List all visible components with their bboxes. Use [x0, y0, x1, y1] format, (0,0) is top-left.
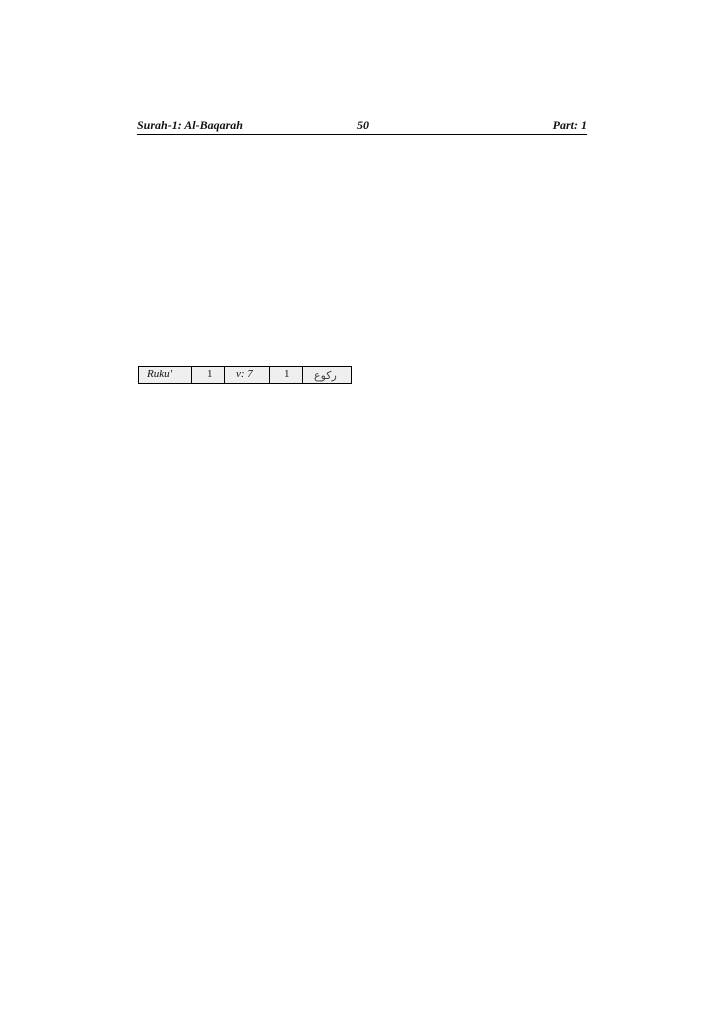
- ruku-label: Ruku': [147, 368, 172, 380]
- ruku-box: [138, 366, 352, 384]
- page-header: [137, 118, 587, 135]
- surah-title: Surah-1: Al-Baqarah: [137, 118, 243, 132]
- part-label: Part: 1: [552, 118, 587, 132]
- ruku-verse: v: 7: [236, 368, 253, 380]
- ruku-number: 1: [207, 368, 213, 380]
- ruku-arabic: رکوع: [314, 369, 337, 382]
- ruku-count: 1: [284, 368, 290, 380]
- page-number: 50: [357, 118, 369, 132]
